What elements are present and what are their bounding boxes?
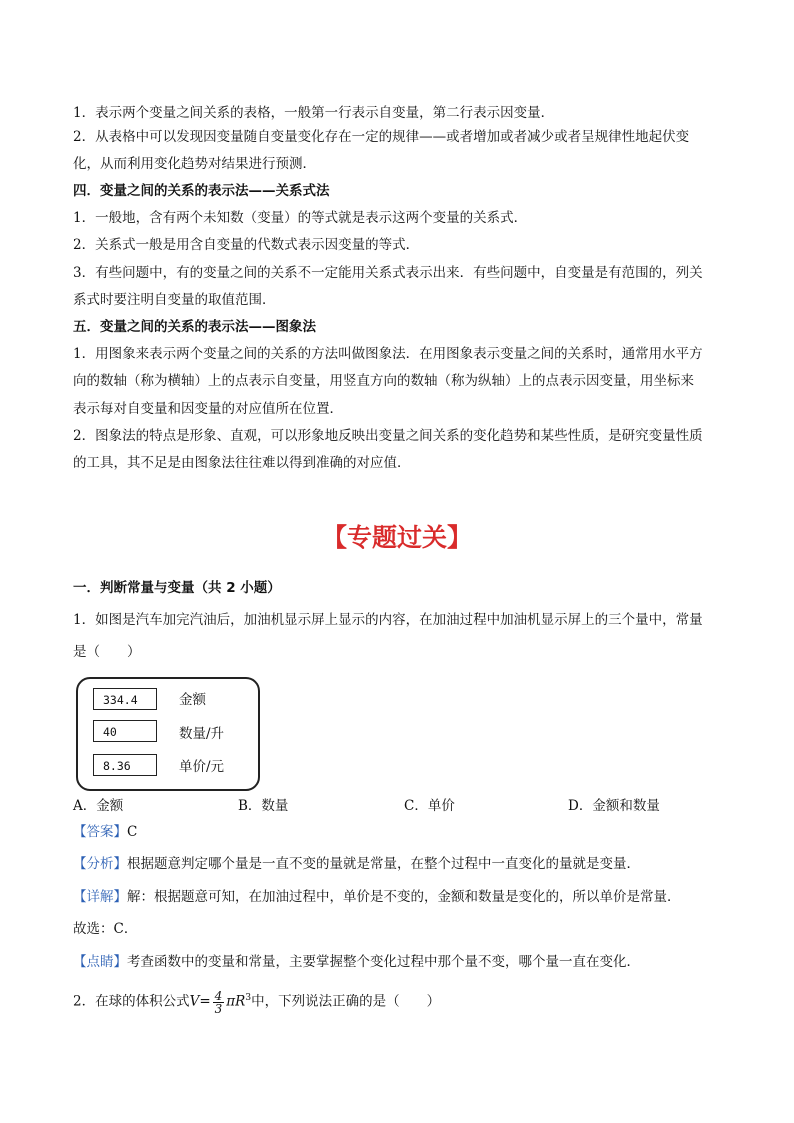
analysis-tag: 【分析】 — [73, 856, 127, 872]
answer-text: C — [127, 824, 138, 840]
section-4-item-3b: 系式时要注明自变量的取值范围． — [73, 292, 276, 308]
option-c: C．单价 — [404, 798, 455, 814]
table-note-1: 1．表示两个变量之间关系的表格，一般第一行表示自变量，第二行表示因变量． — [73, 105, 555, 121]
question-2-suffix: 中，下列说法正确的是（ ） — [251, 993, 441, 1010]
formula-v: V — [189, 993, 200, 1010]
pump-price-value: 8.36 — [93, 754, 157, 776]
answer-line — [73, 824, 137, 840]
pump-price-label: 单价/元 — [179, 759, 225, 775]
section-5-title: 五．变量之间的关系的表示法——图象法 — [73, 319, 316, 335]
question-1-stem-a: 1．如图是汽车加完汽油后，加油机显示屏上显示的内容，在加油过程中加油机显示屏上的三个量中，常量 — [73, 612, 703, 628]
pump-amount-label: 金额 — [179, 692, 206, 708]
fraction-numerator: 4 — [214, 988, 223, 1003]
pump-amount-value: 334.4 — [93, 688, 157, 710]
formula-equals: = — [199, 993, 211, 1010]
section-4-title: 四．变量之间的关系的表示法——关系式法 — [73, 183, 330, 199]
comment-line — [73, 954, 640, 970]
section-5-item-1c: 表示每对自变量和因变量的对应值所在位置． — [73, 401, 343, 417]
section-5-item-1a: 1．用图象来表示两个变量之间的关系的方法叫做图象法．在用图象表示变量之间的关系时，通常用水平方 — [73, 346, 703, 362]
analysis-text: 根据题意判定哪个量是一直不变的量就是常量，在整个过程中一直变化的量就是变量． — [127, 856, 640, 872]
formula-exponent: 3 — [245, 993, 252, 1003]
part-1-title: 一．判断常量与变量（共 2 小题） — [73, 580, 281, 596]
detail-tag: 【详解】 — [73, 889, 127, 905]
question-2-stem — [73, 986, 440, 1015]
formula-fraction — [213, 990, 225, 1015]
question-2-prefix: 2．在球的体积公式 — [73, 993, 190, 1010]
analysis-line — [73, 856, 640, 872]
topic-checkpoint-banner: 【专题过关】 — [321, 523, 472, 552]
choose-line: 故选：C． — [73, 921, 138, 937]
detail-text: 解：根据题意可知，在加油过程中，单价是不变的，金额和数量是变化的，所以单价是常量． — [127, 889, 681, 905]
option-a: A．金额 — [73, 798, 124, 814]
section-4-item-1: 1．一般地，含有两个未知数（变量）的等式就是表示这两个变量的关系式． — [73, 210, 528, 226]
pump-quantity-value: 40 — [93, 720, 157, 742]
fraction-denominator: 3 — [214, 1001, 223, 1016]
table-note-2b: 化，从而利用变化趋势对结果进行预测． — [73, 156, 316, 172]
answer-tag: 【答案】 — [73, 824, 127, 840]
section-4-item-2: 2．关系式一般是用含自变量的代数式表示因变量的等式． — [73, 237, 420, 253]
formula-pi-r: πR — [226, 993, 246, 1010]
table-note-2a: 2．从表格中可以发现因变量随自变量变化存在一定的规律——或者增加或者减少或者呈规律性地起伏变 — [73, 129, 690, 145]
section-5-item-2b: 的工具，其不足是由图象法往往难以得到准确的对应值． — [73, 455, 411, 471]
section-5-item-1b: 向的数轴（称为横轴）上的点表示自变量，用竖直方向的数轴（称为纵轴）上的点表示因变量，用坐标来 — [73, 373, 694, 389]
section-5-item-2a: 2．图象法的特点是形象、直观，可以形象地反映出变量之间关系的变化趋势和某些性质，是研究变量性质 — [73, 428, 703, 444]
pump-quantity-label: 数量/升 — [179, 726, 225, 742]
option-b: B．数量 — [238, 798, 289, 814]
option-d: D．金额和数量 — [568, 798, 660, 814]
detail-line — [73, 889, 681, 905]
comment-tag: 【点睛】 — [73, 954, 127, 970]
fuel-pump-display — [76, 677, 260, 791]
section-4-item-3a: 3．有些问题中，有的变量之间的关系不一定能用关系式表示出来．有些问题中，自变量是有范围的，列关 — [73, 265, 703, 281]
comment-text: 考查函数中的变量和常量，主要掌握整个变化过程中那个量不变，哪个量一直在变化． — [127, 954, 640, 970]
question-1-stem-b: 是（ ） — [73, 644, 141, 660]
